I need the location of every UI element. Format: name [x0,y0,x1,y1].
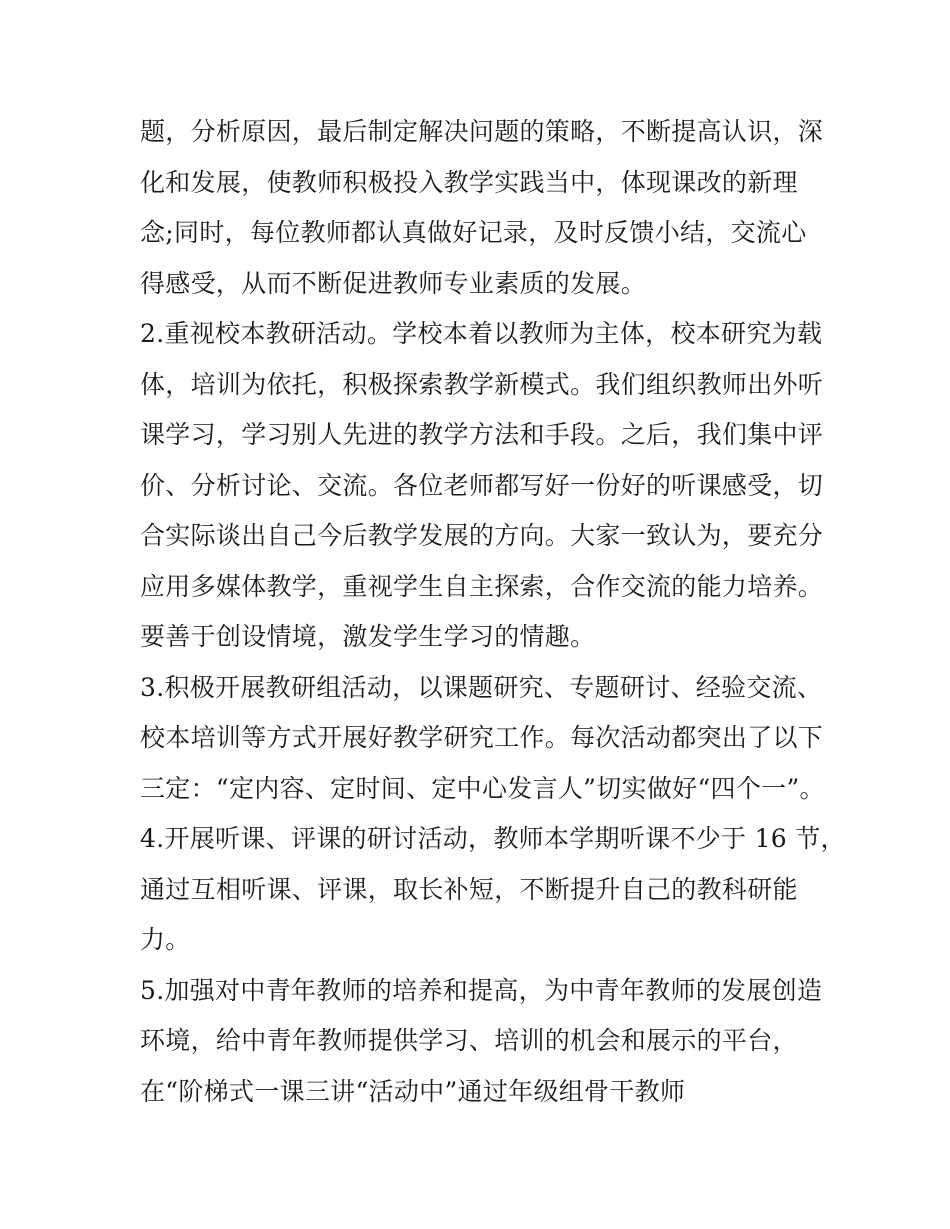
text-line: 4.开展听课、评课的研讨活动，教师本学期听课不少于 16 节， [140,824,846,853]
text-line: 价、分析讨论、交流。各位老师都写好一份好的听课感受，切 [140,470,824,500]
text-line: 念;同时，每位教师都认真做好记录，及时反馈小结，交流心 [140,218,807,247]
text-line: 要善于创设情境，激发学生学习的情趣。 [140,622,596,651]
text-line: 化和发展，使教师积极投入教学实践当中，体现课改的新理 [140,167,798,197]
text-line: 题，分析原因，最后制定解决问题的策略，不断提高认识，深 [140,117,824,146]
text-line: 力。 [140,925,191,954]
text-line: 得感受，从而不断促进教师专业素质的发展。 [140,268,647,298]
text-line: 应用多媒体教学，重视学生自主探索，合作交流的能力培养。 [140,571,824,601]
text-line: 合实际谈出自己今后教学发展的方向。大家一致认为，要充分 [140,521,824,550]
text-line: 3.积极开展教研组活动，以课题研究、专题研讨、经验交流、 [140,672,823,702]
text-line: 三定：“定内容、定时间、定中心发言人”切实做好“四个一”。 [140,773,825,803]
text-line: 通过互相听课、评课，取长补短，不断提升自己的教科研能 [140,874,798,904]
text-line: 课学习，学习别人先进的教学方法和手段。之后，我们集中评 [140,420,824,449]
text-line: 5.加强对中青年教师的培养和提高，为中青年教师的发展创造 [140,975,823,1005]
text-line: 2.重视校本教研活动。学校本着以教师为主体，校本研究为载 [140,319,823,348]
text-line: 在“阶梯式一课三讲“活动中”通过年级组骨干教师 [140,1076,686,1106]
text-line: 体，培训为依托，积极探索教学新模式。我们组织教师出外听 [140,369,824,399]
text-line: 环境，给中青年教师提供学习、培训的机会和展示的平台， [140,1026,798,1055]
text-line: 校本培训等方式开展好教学研究工作。每次活动都突出了以下 [140,723,824,752]
body-text [140,107,846,1117]
